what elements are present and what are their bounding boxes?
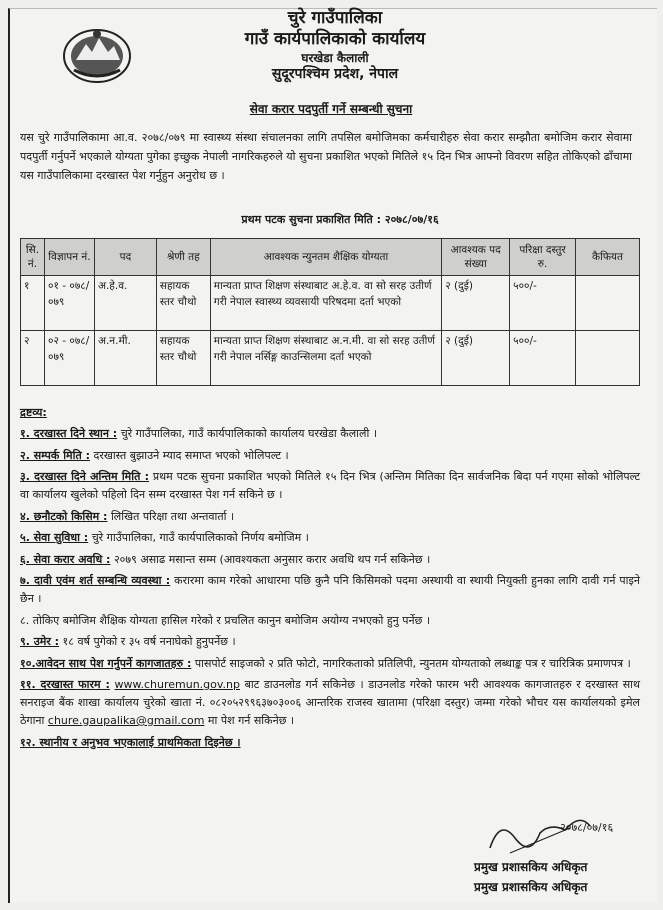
note-title: ३. दरखास्त दिने अन्तिम मिति :	[20, 470, 149, 483]
office-location: घरखेडा कैलाली	[301, 50, 369, 65]
signature-date: २०७८/०७/१६	[560, 821, 614, 834]
cell-post: अ.न.मी.	[94, 331, 156, 386]
note-item	[20, 655, 640, 673]
cell-sn: १	[21, 276, 45, 331]
signatory-title: प्रमुख प्रशासकिय अधिकृत	[474, 860, 588, 874]
note-item	[20, 633, 640, 651]
cell-qualification: मान्यता प्राप्त शिक्षण संस्थाबाट अ.हे.व. वा सो सरह उतीर्ण गरी नेपाल स्वास्थ्य व्यवसायी परिषदमा दर्ता भएको	[210, 276, 441, 331]
table-row	[21, 331, 640, 386]
note-title: ४. छनौटको किसिम :	[20, 509, 108, 523]
col-header-sn: सि. नं.	[21, 239, 45, 276]
note-item	[20, 508, 640, 526]
note-item	[20, 676, 640, 730]
cell-level: सहायक स्तर चौथो	[156, 331, 210, 386]
note-title: १०.आवेदन साथ पेश गर्नुपर्ने कागजातहरु :	[20, 656, 192, 670]
vacancy-table	[20, 238, 640, 386]
note-text: दरखास्त बुझाउने म्याद समाप्त भएको भोलिपल्ट ।	[89, 448, 289, 462]
publication-date: प्रथम पटक सुचना प्रकाशित मिति : २०७८/०७/१६	[241, 213, 439, 226]
cell-fee: ५००/-	[510, 331, 576, 386]
nepal-emblem-icon	[62, 26, 132, 84]
col-header-level: श्रेणी तह	[156, 239, 210, 276]
office-name: गाउँ कार्यपालिकाको कार्यालय	[244, 29, 426, 50]
note-item	[20, 425, 640, 443]
col-header-qualification: आवश्यक न्युनतम शैक्षिक योग्यता	[210, 239, 441, 276]
cell-remarks	[576, 331, 640, 386]
note-item	[20, 529, 640, 547]
website-link[interactable]: www.churemun.gov.np	[114, 678, 240, 691]
col-header-fee: परिक्षा दस्तुर रु.	[510, 239, 576, 276]
cell-remarks	[576, 276, 640, 331]
notes-label: द्रष्टव्य:	[20, 406, 47, 419]
note-text: करारमा काम गरेको आधारमा पछि कुनै पनि किसिमको पदमा अस्थायी वा स्थायी नियुक्ती हुनका लागि दावी गर्न पाइने छैन ।	[20, 574, 640, 605]
note-item	[20, 734, 640, 752]
note-text: बाट डाउनलोड गर्न सकिनेछ । डाउनलोड गरेको फारम भरी आवश्यक कागजातहरु र दरखास्त साथ सनराइज बैंक शाखा कार्यालय चुरेको खाता नं. ०८२०५२९९६३७०३००६ आन्तरिक राजस्व खातामा (परिक्षा दस्तुर) जम्मा गरेको भौचर यस कार्यालयको इमेल ठेगाना	[20, 678, 641, 727]
email-link[interactable]: chure.gaupalika@gmail.com	[47, 714, 205, 727]
note-text: चुरे गाउँपालिका, गाउँ कार्यपालिकाको कार्यालय घरखेडा कैलाली ।	[117, 427, 377, 440]
note-item	[20, 572, 640, 608]
note-text: पासपोर्ट साइजको २ प्रति फोटो, नागरिकताको प्रतिलिपी, न्युनतम योग्यताको लब्धाङ्क पत्र र चारित्रिक प्रमाणपत्र ।	[191, 656, 631, 670]
note-title: १. दरखास्त दिने स्थान :	[20, 427, 118, 440]
note-title: २. सम्पर्क मिति :	[20, 448, 90, 462]
cell-qualification: मान्यता प्राप्त शिक्षण संस्थाबाट अ.न.मी. वा सो सरह उतीर्ण गरी नेपाल नर्सिङ्ग काउन्सिलमा दर्ता भएको	[210, 331, 441, 386]
note-item	[20, 447, 640, 465]
notice-title: सेवा करार पदपुर्ती गर्ने सम्बन्धी सुचना	[249, 102, 413, 116]
note-item	[20, 468, 640, 504]
intro-paragraph: यस चुरे गाउँपालिकामा आ.व. २०७८/०७९ मा स्वास्थ्य संस्था संचालनका लागि तपसिल बमोजिमका कर्मचारीहरु सेवा करार सम्झौता बमोजिम करार सेवामा पदपुर्ती गर्नुपर्ने भएकाले योग्यता पुगेका इच्छुक नेपाली नागरिकहरुले यो सुचना प्रकाशित भएको मितिले १५ दिन भित्र आफ्नो विवरण सहित तोकिएको ढाँचामा यस गाउँपालिकामा दरखास्त पेश गर्नुहुन अनुरोध छ ।	[20, 131, 632, 182]
cell-fee: ५००/-	[510, 276, 576, 331]
note-text: १८ वर्ष पुगेको र ३५ वर्ष ननाघेको हुनुपर्नेछ ।	[59, 635, 236, 648]
office-header	[170, 8, 500, 83]
cell-adv: ०१ - ०७८/ ०७९	[44, 276, 94, 331]
note-text: लिखित परिक्षा तथा अन्तवार्ता ।	[107, 509, 235, 523]
notes-section	[20, 404, 640, 755]
cell-sn: २	[21, 331, 45, 386]
cell-adv: ०२ - ०७८/ ०७९	[44, 331, 94, 386]
table-row	[21, 276, 640, 331]
cell-count: २ (दुई)	[442, 331, 510, 386]
table-header-row	[21, 239, 640, 276]
signatory-stamp: प्रमुख प्रशासकिय अधिकृत	[474, 880, 588, 894]
note-text: ८. तोकिए बमोजिम शैक्षिक योग्यता हासिल गरेको र प्रचलित कानुन बमोजिम अयोग्य नभएको हुनु पर्नेछ ।	[20, 613, 430, 627]
note-title: ५. सेवा सुविधा :	[20, 531, 89, 544]
municipality-name: चुरे गाउँपालिका	[287, 8, 383, 28]
note-title: ९. उमेर :	[20, 635, 60, 648]
note-title: १२. स्थानीय र अनुभव भएकालाई प्राथमिकता दिइनेछ ।	[20, 735, 241, 749]
cell-post: अ.हे.व.	[94, 276, 156, 331]
col-header-count: आवश्यक पद संख्या	[442, 239, 510, 276]
note-text: मा पेश गर्न सकिनेछ ।	[204, 714, 295, 727]
note-title: ७. दावी एवंम शर्त सम्बन्धि व्यवस्था :	[20, 574, 171, 587]
col-header-post: पद	[94, 239, 156, 276]
note-text: प्रथम पटक सुचना प्रकाशित भएको मितिले १५ दिन भित्र (अन्तिम मितिका दिन सार्वजनिक बिदा पर्न गएमा सोको भोलिपल्ट वा कार्यालय खुलेको पहिलो दिन सम्म दरखास्त पेश गर्न सकिने छ ।	[20, 470, 640, 501]
cell-level: सहायक स्तर चौथो	[156, 276, 210, 331]
cell-count: २ (दुई)	[442, 276, 510, 331]
province-name: सुदूरपश्चिम प्रदेश, नेपाल	[271, 65, 399, 82]
col-header-remarks: कैफियत	[576, 239, 640, 276]
note-item	[20, 551, 640, 569]
note-text: २०७९ असाढ मसान्त सम्म (आवश्यकता अनुसार करार अवधि थप गर्न सकिनेछ ।	[110, 552, 431, 566]
note-title: ११. दरखास्त फारम :	[20, 678, 110, 691]
note-title: ६. सेवा करार अवधि :	[20, 552, 111, 566]
note-text: चुरे गाउँपालिका, गाउँ कार्यपालिकाको निर्णय बमोजिम ।	[88, 531, 309, 544]
note-item	[20, 612, 640, 630]
col-header-adv: विज्ञापन नं.	[44, 239, 94, 276]
